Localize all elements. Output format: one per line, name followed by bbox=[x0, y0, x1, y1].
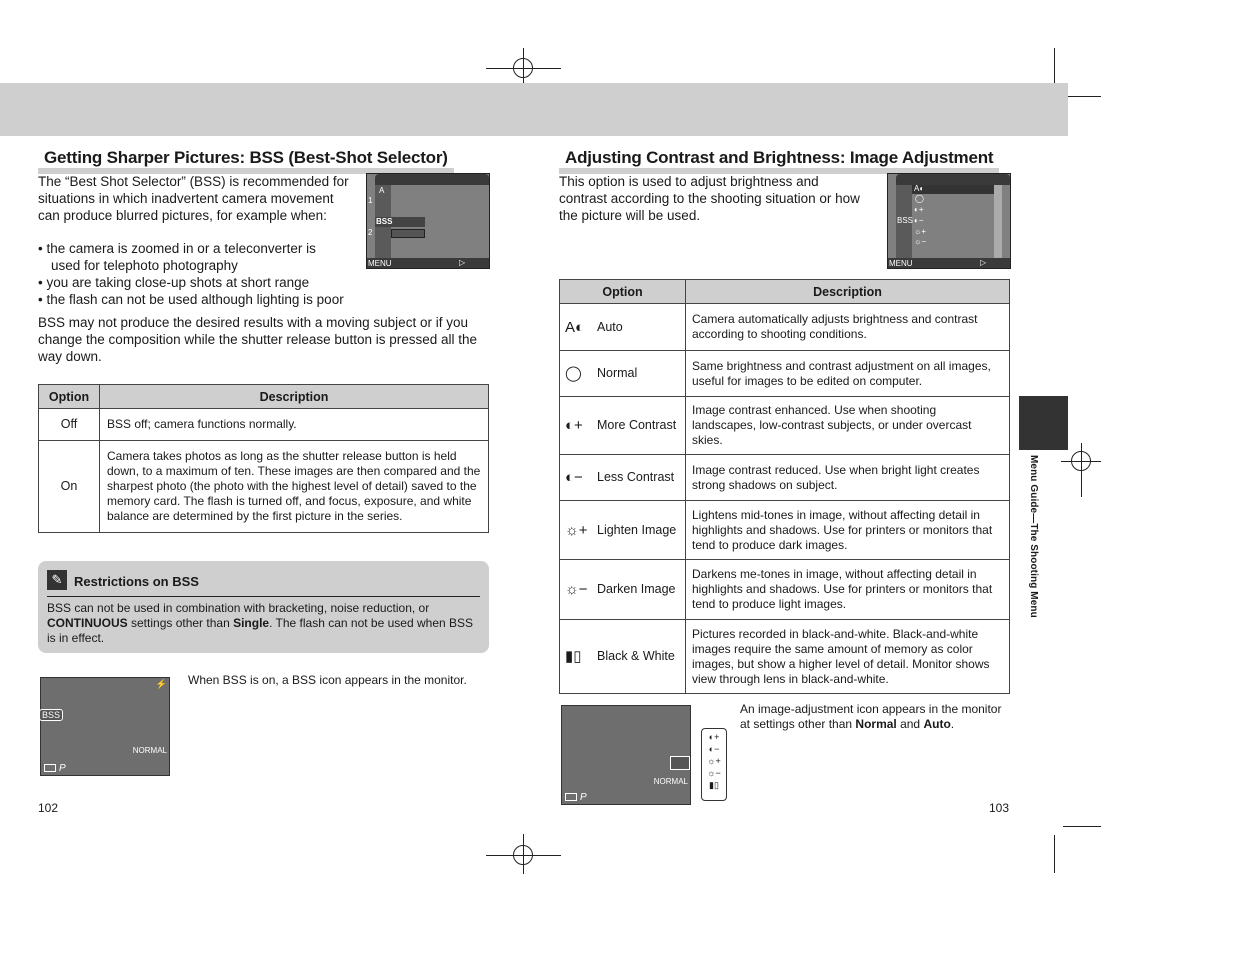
menu-label: MENU bbox=[889, 259, 913, 268]
image-quality-indicator: NORMAL bbox=[132, 746, 167, 755]
crop-mark bbox=[1054, 48, 1055, 88]
chapter-tab bbox=[1019, 396, 1068, 450]
table-row bbox=[560, 304, 1010, 351]
image-adjust-indicator bbox=[670, 756, 690, 770]
option-label: Darken Image bbox=[597, 582, 676, 596]
image-quality-indicator: NORMAL bbox=[653, 777, 688, 786]
darken-icon: ☼− bbox=[565, 581, 588, 598]
option-label: Black & White bbox=[597, 649, 675, 663]
image-adjust-monitor-preview bbox=[561, 705, 691, 805]
description-cell: Camera automatically adjusts brightness and contrast according to shooting conditions. bbox=[686, 304, 1010, 351]
mode-indicator: P bbox=[580, 792, 587, 803]
page-number-left: 102 bbox=[38, 801, 59, 815]
option-label: Normal bbox=[597, 366, 638, 380]
mode-indicator: P bbox=[59, 763, 66, 774]
note-title: Restrictions on BSS bbox=[74, 574, 199, 589]
chevron-right-icon: ▷ bbox=[459, 258, 466, 267]
crop-mark bbox=[1063, 826, 1101, 827]
option-label: Less Contrast bbox=[597, 470, 675, 484]
black-and-white-icon: ▮▯ bbox=[565, 648, 582, 665]
metering-icon bbox=[565, 793, 577, 801]
description-cell: Camera takes photos as long as the shutter release button is held down, to a maximum of ten. These images are then compared and the sharpest photo (the photo with the highest level of detail) saved to the memory card. The flash is turned off, and focus, exposure, and white balance are determined by the first picture in the series. bbox=[100, 441, 489, 533]
bss-monitor-preview bbox=[40, 677, 170, 776]
black-and-white-icon: ▮▯ bbox=[709, 780, 719, 790]
menu-label: MENU bbox=[368, 259, 392, 268]
bss-intro-text: The “Best Shot Selector” (BSS) is recommended for situations in which inadvertent camera movement can produce blurred pictures, for example when: bbox=[38, 174, 349, 223]
bss-indicator: BSS bbox=[39, 709, 63, 721]
restrictions-note bbox=[38, 561, 489, 653]
description-cell: Darkens me-tones in image, without affecting detail in highlights and shadows. Use for printers or monitors that tend to produce light images. bbox=[686, 560, 1010, 620]
column-header: Option bbox=[560, 280, 686, 304]
menu-row-label: A bbox=[379, 186, 385, 195]
table-row bbox=[560, 620, 1010, 694]
table-row bbox=[560, 397, 1010, 455]
bss-intro bbox=[38, 173, 356, 224]
option-label: More Contrast bbox=[597, 418, 677, 432]
normal-icon: ◯ bbox=[915, 194, 924, 203]
registration-mark bbox=[513, 845, 533, 865]
table-row bbox=[39, 409, 489, 441]
description-cell: Image contrast reduced. Use when bright light creates strong shadows on subject. bbox=[686, 455, 1010, 501]
bss-menu-label: BSS bbox=[897, 216, 914, 225]
image-adjust-options-table bbox=[559, 279, 1010, 694]
more-contrast-icon: ◐+ bbox=[708, 732, 720, 742]
crop-mark bbox=[1063, 96, 1101, 97]
column-header: Description bbox=[686, 280, 1010, 304]
bss-paragraph: BSS may not produce the desired results with a moving subject or if you change the composition while the shutter release button is pressed all the way down. bbox=[38, 315, 478, 364]
image-adjust-menu-screenshot bbox=[887, 173, 1011, 269]
more-contrast-icon: ◐+ bbox=[565, 417, 583, 434]
page-number-right: 103 bbox=[989, 801, 1010, 815]
less-contrast-icon: ◐− bbox=[565, 469, 583, 486]
normal-icon: ◯ bbox=[565, 365, 582, 382]
more-contrast-icon: ◐+ bbox=[914, 205, 924, 214]
registration-mark bbox=[1071, 451, 1091, 471]
menu-row-label: 1 bbox=[368, 196, 373, 205]
table-row bbox=[560, 455, 1010, 501]
option-cell: Off bbox=[39, 409, 100, 441]
column-header: Option bbox=[39, 385, 100, 409]
bss-bullet-list bbox=[38, 240, 378, 308]
lighten-icon: ☼+ bbox=[707, 756, 721, 766]
option-label: Auto bbox=[597, 319, 623, 334]
option-label: Lighten Image bbox=[597, 522, 677, 537]
auto-contrast-icon: A◐ bbox=[914, 184, 925, 193]
flash-off-icon: ⚡ bbox=[155, 679, 167, 689]
chevron-right-icon: ▷ bbox=[980, 258, 987, 267]
table-row bbox=[560, 351, 1010, 397]
chapter-side-label: Menu Guide—The Shooting Menu bbox=[1028, 455, 1039, 618]
table-row bbox=[560, 501, 1010, 560]
table-row bbox=[39, 441, 489, 533]
left-section-title: Getting Sharper Pictures: BSS (Best-Shot Selector) bbox=[38, 148, 454, 174]
image-adjust-monitor-caption: An image-adjustment icon appears in the monitor at settings other than Normal and Auto. bbox=[740, 702, 1002, 731]
less-contrast-icon: ◐− bbox=[914, 216, 924, 225]
darken-icon: ☼− bbox=[707, 768, 721, 778]
table-row bbox=[560, 560, 1010, 620]
darken-icon: ☼− bbox=[914, 237, 927, 246]
image-adjust-intro: This option is used to adjust brightness and contrast according to the shooting situation or how the picture will be used. bbox=[559, 174, 860, 223]
less-contrast-icon: ◐− bbox=[708, 744, 720, 754]
menu-row-label: 2 bbox=[368, 228, 373, 237]
pencil-icon: ✎ bbox=[47, 570, 67, 590]
column-header: Description bbox=[100, 385, 489, 409]
note-divider bbox=[47, 596, 480, 597]
description-cell: Image contrast enhanced. Use when shooting landscapes, low-contrast subjects, or under overcast skies. bbox=[686, 397, 1010, 455]
registration-mark bbox=[513, 58, 533, 78]
option-cell: On bbox=[39, 441, 100, 533]
bullet-item: • the flash can not be used although lighting is poor bbox=[38, 291, 378, 308]
description-cell: Same brightness and contrast adjustment on all images, useful for images to be edited on computer. bbox=[686, 351, 1010, 397]
crop-mark bbox=[1054, 835, 1055, 873]
description-cell: BSS off; camera functions normally. bbox=[100, 409, 489, 441]
bss-monitor-caption: When BSS is on, a BSS icon appears in the monitor. bbox=[188, 673, 467, 687]
metering-icon bbox=[44, 764, 56, 772]
adjustment-icon-legend bbox=[701, 728, 727, 801]
note-text: BSS can not be used in combination with bracketing, noise reduction, or CONTINUOUS settings other than Single. The flash can not be used when BSS is in effect. bbox=[47, 601, 474, 645]
bullet-item: • the camera is zoomed in or a teleconverter is used for telephoto photography bbox=[38, 240, 343, 274]
bullet-item: • you are taking close-up shots at short range bbox=[38, 274, 378, 291]
lighten-icon: ☼+ bbox=[565, 521, 588, 539]
bss-menu-screenshot bbox=[366, 173, 490, 269]
description-cell: Lightens mid-tones in image, without affecting detail in highlights and shadows. Use for printers or monitors that tend to produce dark images. bbox=[686, 501, 1010, 560]
auto-contrast-icon: A◐ bbox=[565, 318, 585, 336]
bss-menu-label: BSS bbox=[376, 217, 393, 226]
lighten-icon: ☼+ bbox=[914, 227, 927, 236]
description-cell: Pictures recorded in black-and-white. Black-and-white images require the same amount of memory as color images, but show a higher level of detail. Monitor shows view through lens in black-and-white. bbox=[686, 620, 1010, 694]
header-banner bbox=[0, 83, 1068, 136]
right-section-title: Adjusting Contrast and Brightness: Image Adjustment bbox=[559, 148, 999, 174]
bss-options-table bbox=[38, 384, 489, 533]
